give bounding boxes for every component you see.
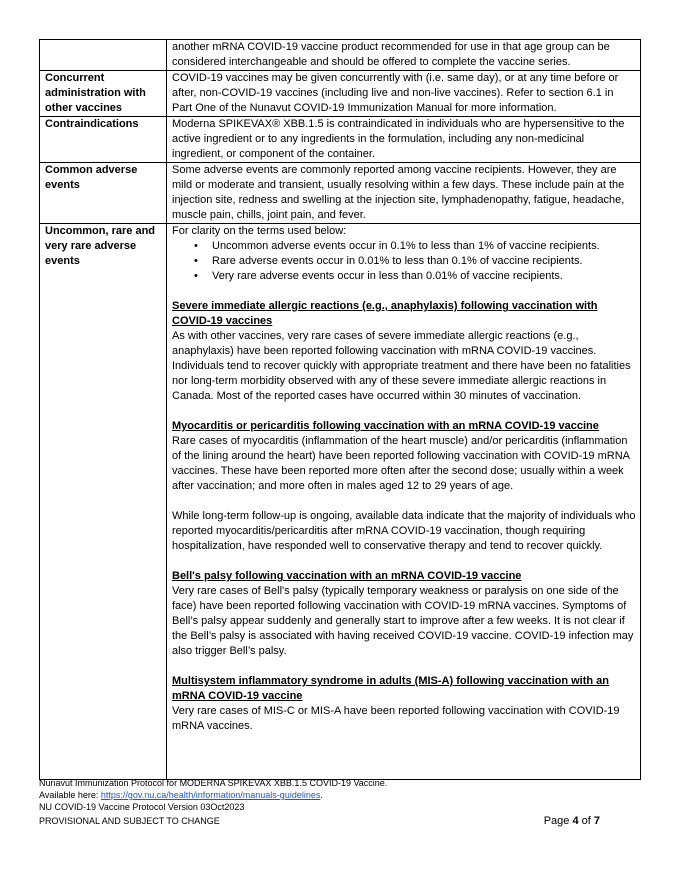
row-content-uncommon-rare-adverse-events bbox=[167, 224, 641, 780]
table-row bbox=[40, 40, 641, 71]
row-label-common-adverse-events: Common adverse events bbox=[40, 163, 167, 224]
row-content: another mRNA COVID-19 vaccine product recommended for use in that age group can be considered interchangeable and should be offered to complete the vaccine series. bbox=[167, 40, 641, 71]
protocol-table bbox=[39, 39, 641, 780]
page-current: 4 bbox=[572, 815, 579, 827]
page-number bbox=[544, 814, 600, 829]
list-item: • Rare adverse events occur in 0.01% to less than 0.1% of vaccine recipients. bbox=[172, 254, 636, 269]
myocarditis-heading: Myocarditis or pericarditis following vaccination with an mRNA COVID-19 vaccine bbox=[172, 420, 599, 432]
mis-a-paragraph: Very rare cases of MIS-C or MIS-A have been reported following vaccination with COVID-19 mRNA vaccines. bbox=[172, 705, 620, 732]
footer-version: NU COVID-19 Vaccine Protocol Version 03Oct2023 bbox=[39, 802, 245, 812]
table-row bbox=[40, 71, 641, 117]
adverse-intro: For clarity on the terms used below: bbox=[172, 225, 347, 237]
anaphylaxis-paragraph: As with other vaccines, very rare cases of severe immediate allergic reactions (e.g., anaphylaxis) have been reported following vaccination with mRNA COVID-19 vaccines. Individuals tend to recover quickly with appropriate treatment and there have been no fatalities nor long-term morbidity observed with any of these severe immediate allergic reactions in Canada. Most of the reported cases have occurred within 30 minutes of vaccination. bbox=[172, 330, 631, 402]
page-of-label: of bbox=[578, 815, 594, 827]
row-content-contraindications: Moderna SPIKEVAX® XBB.1.5 is contraindicated in individuals who are hypersensitive to the active ingredient or to any ingredients in the formulation, including any non-medicinal ingredient, or component of the container. bbox=[167, 117, 641, 163]
footer-available-label: Available here: bbox=[39, 790, 101, 800]
row-label-contraindications: Contraindications bbox=[40, 117, 167, 163]
footer-availability bbox=[39, 789, 640, 801]
myocarditis-followup-paragraph: While long-term follow-up is ongoing, available data indicate that the majority of individuals who reported myocarditis/pericarditis after mRNA COVID-19 vaccination, though requiring hospitalization, have responded well to conservative therapy and tend to recover quickly. bbox=[172, 510, 636, 552]
page-total: 7 bbox=[593, 815, 600, 827]
list-item: • Very rare adverse events occur in less than 0.01% of vaccine recipients. bbox=[172, 269, 636, 284]
footer-status: PROVISIONAL AND SUBJECT TO CHANGE bbox=[39, 816, 220, 826]
page-label: Page bbox=[543, 815, 573, 827]
row-content-common-adverse-events: Some adverse events are commonly reported among vaccine recipients. However, they are mild or moderate and transient, usually resolving within a few days. These include pain at the injection site, redness and swelling at the injection site, lymphadenopathy, fatigue, headache, muscle pain, chills, joint pain, and fever. bbox=[167, 163, 641, 224]
footer-link-period: . bbox=[320, 790, 323, 800]
table-row bbox=[40, 163, 641, 224]
bells-palsy-heading: Bell's palsy following vaccination with an mRNA COVID-19 vaccine bbox=[172, 570, 522, 582]
bells-palsy-paragraph: Very rare cases of Bell's palsy (typically temporary weakness or paralysis on one side of the face) have been reported following vaccination with COVID-19 mRNA vaccines. Symptoms of Bell’s palsy appear suddenly and generally start to improve after a few weeks. It is not clear if the Bell’s palsy is associated with having received COVID-19 vaccine. COVID-19 infection may also trigger Bell’s palsy. bbox=[172, 585, 634, 657]
definitions-list bbox=[172, 239, 636, 284]
footer-protocol-title: Nunavut Immunization Protocol for MODERNA SPIKEVAX XBB.1.5 COVID-19 Vaccine. bbox=[39, 778, 388, 788]
row-label-uncommon-rare-adverse-events: Uncommon, rare and very rare adverse events bbox=[40, 224, 167, 780]
table-row bbox=[40, 117, 641, 163]
mis-a-heading: Multisystem inflammatory syndrome in adults (MIS-A) following vaccination with an mRNA COVID-19 vaccine bbox=[172, 675, 609, 702]
myocarditis-paragraph: Rare cases of myocarditis (inflammation of the heart muscle) and/or pericarditis (inflammation of the lining around the heart) have been reported following vaccination with COVID-19 mRNA vaccines. These have been reported more often after the second dose; usually within a week after vaccination; and more often in males aged 12 to 29 years of age. bbox=[172, 435, 630, 492]
footer bbox=[39, 777, 640, 813]
row-label bbox=[40, 40, 167, 71]
table-row bbox=[40, 224, 641, 780]
anaphylaxis-heading: Severe immediate allergic reactions (e.g., anaphylaxis) following vaccination with COVID-19 vaccines bbox=[172, 300, 598, 327]
footer-link[interactable]: https://gov.nu.ca/health/information/manuals-guidelines bbox=[100, 790, 321, 800]
row-label-concurrent-administration: Concurrent administration with other vaccines bbox=[40, 71, 167, 117]
row-content-concurrent-administration: COVID-19 vaccines may be given concurrently with (i.e. same day), or at any time before or after, non-COVID-19 vaccines (including live and non-live vaccines). Refer to section 6.1 in Part One of the Nunavut COVID-19 Immunization Manual for more information. bbox=[167, 71, 641, 117]
list-item: • Uncommon adverse events occur in 0.1% to less than 1% of vaccine recipients. bbox=[172, 239, 636, 254]
